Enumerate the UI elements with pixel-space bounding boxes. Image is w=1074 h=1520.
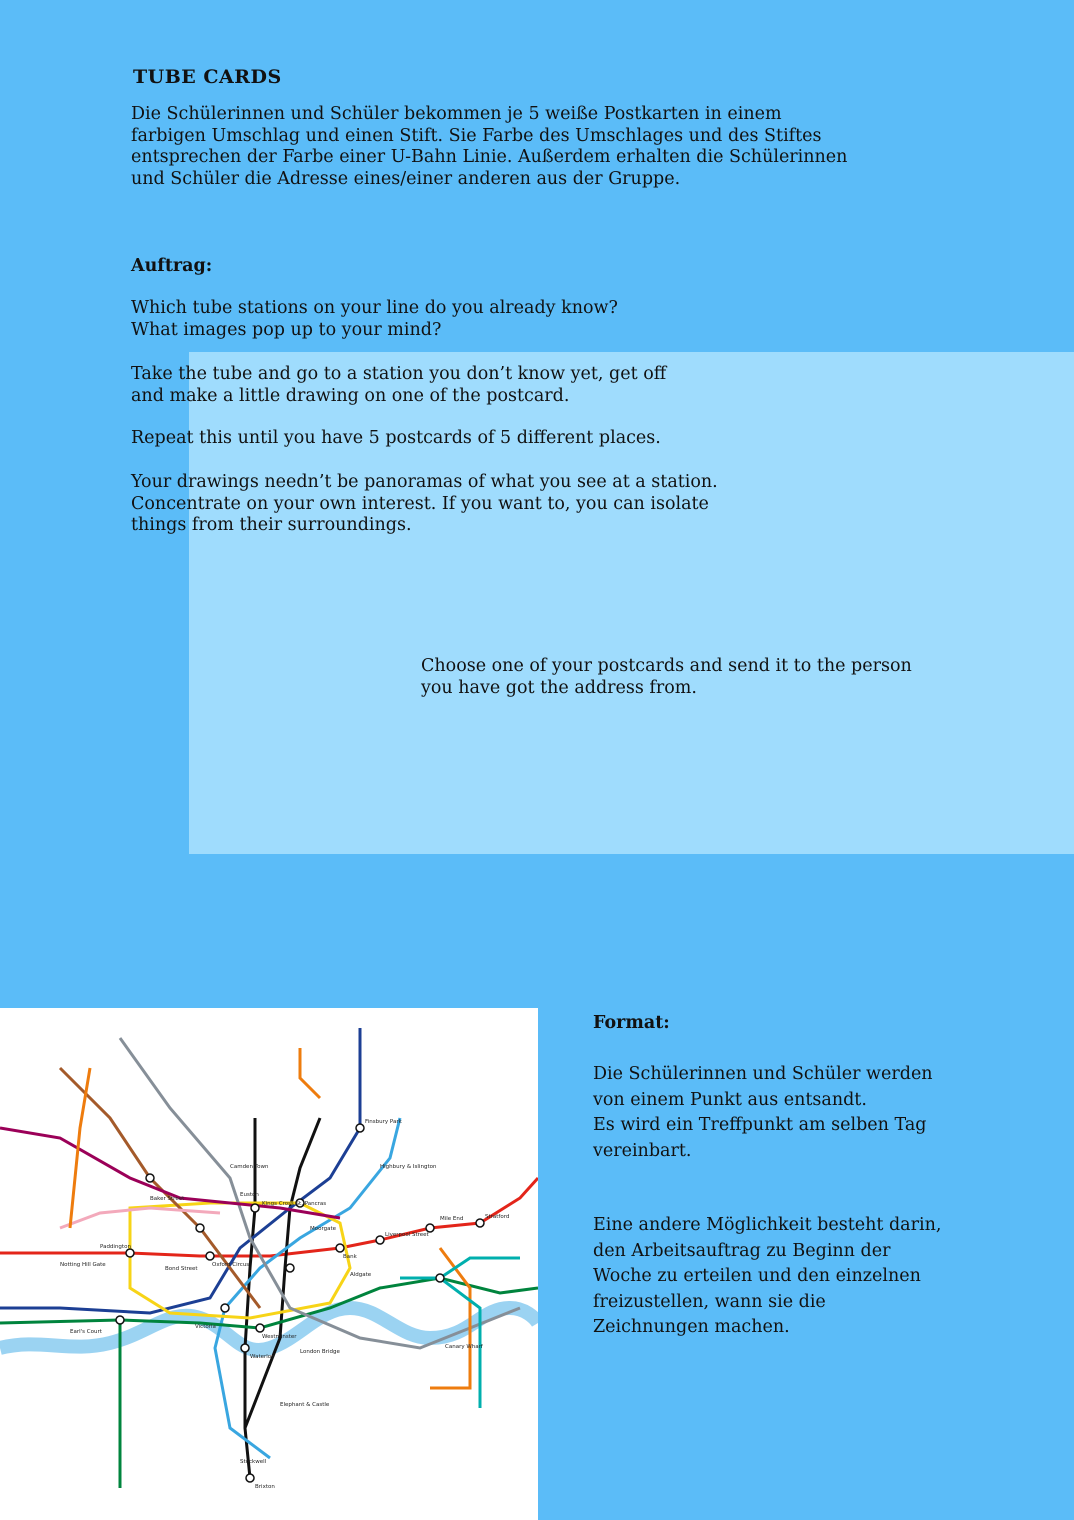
station-label: Liverpool Street: [385, 1232, 429, 1238]
station-label: Moorgate: [310, 1226, 337, 1232]
jubilee-line: [120, 1038, 520, 1348]
station-label: Mile End: [440, 1216, 464, 1222]
station-label: Stockwell: [240, 1459, 267, 1465]
station-label: Notting Hill Gate: [60, 1262, 106, 1268]
station-labels: [60, 1119, 509, 1490]
task-paragraph-1: Which tube stations on your line do you already know? What images pop up to your mind?: [131, 298, 618, 340]
task-paragraph-4: Your drawings needn’t be panoramas of what you see at a station. Concentrate on your own interest. If you want to, you can isolate things from their surroundings.: [131, 472, 718, 535]
northern-line: [245, 1118, 320, 1478]
interchange-stations: [116, 1124, 484, 1482]
page-title: TUBE CARDS: [133, 66, 282, 88]
intro-paragraph: Die Schülerinnen und Schüler bekommen je 5 weiße Postkarten in einem farbigen Umschlag und einen Stift. Sie Farbe des Umschlages und des Stiftes entsprechen der Farbe einer U-Bahn Linie. Außerdem erhalten die Schülerinnen und Schüler die Adresse eines/einer anderen aus der Gruppe.: [131, 104, 848, 189]
station-label: Baker Street: [150, 1196, 185, 1202]
tube-map-lines: [0, 1008, 538, 1520]
station-label: Kings Cross St. Pancras: [262, 1201, 327, 1207]
task-heading: Auftrag:: [131, 256, 213, 276]
circle-line: [130, 1203, 350, 1318]
tube-map-image: [0, 1008, 538, 1520]
station-label: Highbury & Islington: [380, 1164, 437, 1170]
format-paragraph-1: Die Schülerinnen und Schüler werden von einem Punkt aus entsandt. Es wird ein Treffpunkt am selben Tag vereinbart.: [593, 1064, 933, 1161]
station-label: Victoria: [195, 1324, 216, 1330]
task-paragraph-3: Repeat this until you have 5 postcards of 5 different places.: [131, 428, 661, 448]
station-label: Euston: [240, 1192, 259, 1198]
station-label: Stratford: [485, 1214, 510, 1220]
station-label: Bank: [343, 1254, 357, 1260]
station-label: London Bridge: [300, 1349, 340, 1355]
station-label: Earl's Court: [70, 1329, 102, 1335]
station-label: Brixton: [255, 1484, 275, 1490]
station-label: Oxford Circus: [212, 1262, 250, 1268]
format-paragraph-2: Eine andere Möglichkeit besteht darin, den Arbeitsauftrag zu Beginn der Woche zu erteilen und den einzelnen freizustellen, wann sie die Zeichnungen machen.: [593, 1215, 942, 1337]
station-label: Waterloo: [250, 1354, 275, 1360]
station-label: Finsbury Park: [365, 1119, 402, 1125]
task-paragraph-5: Choose one of your postcards and send it to the person you have got the address from.: [421, 656, 912, 698]
format-heading: Format:: [593, 1013, 670, 1033]
task-paragraph-2: Take the tube and go to a station you don’t know yet, get off and make a little drawing on one of the postcard.: [131, 364, 667, 406]
station-label: Paddington: [100, 1244, 131, 1250]
station-label: Camden Town: [230, 1164, 269, 1170]
station-label: Elephant & Castle: [280, 1402, 330, 1408]
station-label: Aldgate: [350, 1272, 372, 1278]
station-label: Canary Wharf: [445, 1344, 483, 1350]
bakerloo-line: [60, 1068, 260, 1308]
station-label: Bond Street: [165, 1266, 198, 1272]
station-label: Westminster: [262, 1334, 297, 1340]
